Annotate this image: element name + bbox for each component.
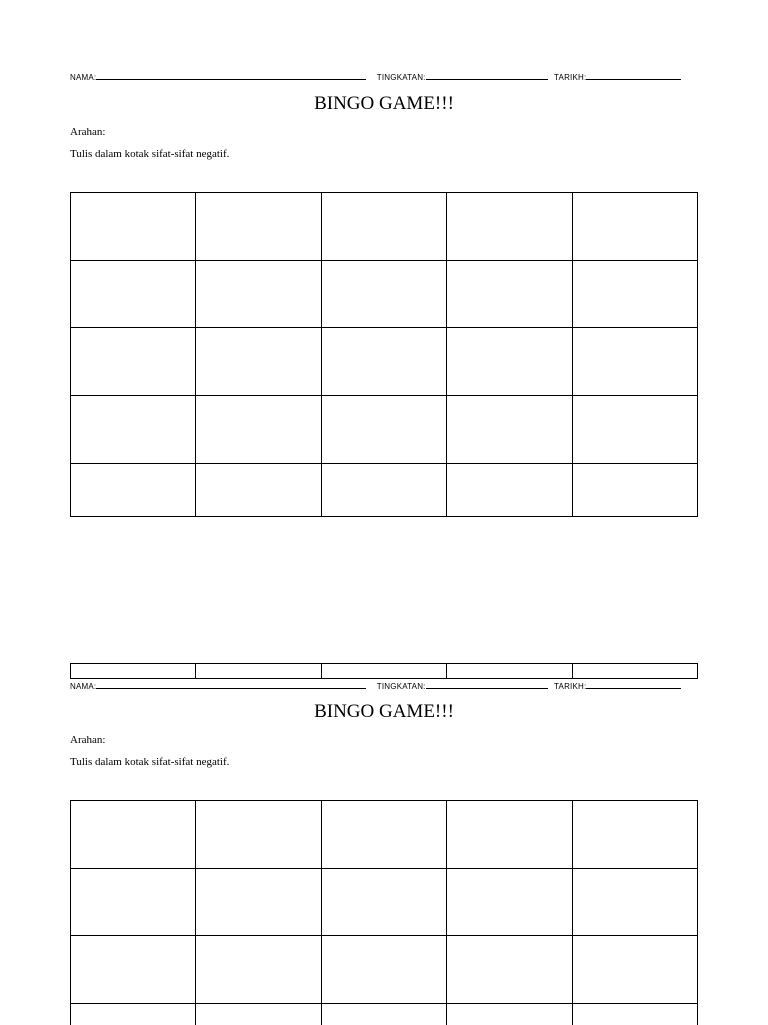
bingo-cell[interactable] [71, 328, 196, 396]
class-label: TINGKATAN: [376, 73, 426, 82]
bingo-cell[interactable] [321, 261, 446, 328]
bingo-cell[interactable] [572, 193, 697, 261]
name-label: NAMA: [70, 682, 97, 691]
bingo-cell[interactable] [71, 801, 196, 869]
bingo-grid [70, 192, 698, 517]
bingo-cell[interactable] [321, 328, 446, 396]
class-field[interactable] [426, 680, 548, 689]
bingo-row [71, 328, 698, 396]
bingo-cell[interactable] [447, 464, 572, 517]
bingo-cell[interactable] [572, 1004, 697, 1025]
bingo-row [71, 801, 698, 869]
date-label: TARIKH: [554, 682, 587, 691]
bingo-cell[interactable] [196, 193, 321, 261]
name-field[interactable] [96, 71, 366, 80]
bingo-cell[interactable] [572, 869, 697, 936]
bingo-cell[interactable] [71, 1004, 196, 1025]
bingo-row [71, 396, 698, 464]
bingo-cell[interactable] [321, 193, 446, 261]
bingo-cell[interactable] [71, 869, 196, 936]
bingo-cell[interactable] [196, 261, 321, 328]
bingo-cell[interactable] [321, 869, 446, 936]
bingo-cell[interactable] [196, 396, 321, 464]
page-title: BINGO GAME!!! [314, 701, 454, 722]
name-field[interactable] [96, 680, 366, 689]
bingo-cell[interactable] [196, 328, 321, 396]
name-label: NAMA: [70, 73, 97, 82]
bingo-cell[interactable] [447, 396, 572, 464]
bingo-cell[interactable] [321, 936, 446, 1004]
instruction-text: Tulis dalam kotak sifat-sifat negatif. [70, 756, 230, 768]
bingo-row [71, 261, 698, 328]
bingo-cell[interactable] [572, 936, 697, 1004]
bingo-cell[interactable] [71, 261, 196, 328]
bingo-cell[interactable] [447, 261, 572, 328]
bingo-row [71, 869, 698, 936]
bingo-cell[interactable] [196, 1004, 321, 1025]
page-title: BINGO GAME!!! [314, 93, 454, 114]
bingo-cell[interactable] [447, 1004, 572, 1025]
bingo-cell[interactable] [572, 801, 697, 869]
bingo-row [71, 664, 698, 679]
bingo-cell[interactable] [572, 396, 697, 464]
date-label: TARIKH: [554, 73, 587, 82]
bingo-cell [71, 664, 196, 679]
bingo-cell[interactable] [321, 801, 446, 869]
bingo-cell[interactable] [196, 936, 321, 1004]
student-info-line [70, 71, 681, 82]
bingo-cell[interactable] [447, 869, 572, 936]
bingo-cell[interactable] [572, 328, 697, 396]
class-label: TINGKATAN: [376, 682, 426, 691]
instruction-text: Tulis dalam kotak sifat-sifat negatif. [70, 148, 230, 160]
instruction-label: Arahan: [70, 126, 106, 138]
date-field[interactable] [586, 680, 681, 689]
bingo-row [71, 936, 698, 1004]
class-field[interactable] [426, 71, 548, 80]
bingo-cell[interactable] [71, 936, 196, 1004]
bingo-row [71, 193, 698, 261]
bingo-grid [70, 800, 698, 1025]
bingo-cell [447, 664, 572, 679]
bingo-row [71, 1004, 698, 1025]
bingo-cell [196, 664, 321, 679]
bingo-cell[interactable] [321, 464, 446, 517]
date-field[interactable] [586, 71, 681, 80]
bingo-row [71, 464, 698, 517]
bingo-cell[interactable] [447, 801, 572, 869]
bingo-cell [572, 664, 697, 679]
bingo-cell[interactable] [71, 193, 196, 261]
bingo-cell[interactable] [71, 396, 196, 464]
student-info-line [70, 680, 681, 691]
bingo-cell[interactable] [572, 464, 697, 517]
bingo-cell[interactable] [196, 869, 321, 936]
bingo-cell[interactable] [196, 801, 321, 869]
bingo-cell[interactable] [71, 464, 196, 517]
bingo-cell [321, 664, 446, 679]
bingo-cell[interactable] [196, 464, 321, 517]
bingo-cell[interactable] [321, 396, 446, 464]
instruction-label: Arahan: [70, 734, 106, 746]
bingo-cell[interactable] [447, 936, 572, 1004]
bingo-cell[interactable] [447, 328, 572, 396]
bingo-cell[interactable] [447, 193, 572, 261]
grid-fragment [70, 663, 698, 679]
bingo-cell[interactable] [572, 261, 697, 328]
bingo-cell[interactable] [321, 1004, 446, 1025]
